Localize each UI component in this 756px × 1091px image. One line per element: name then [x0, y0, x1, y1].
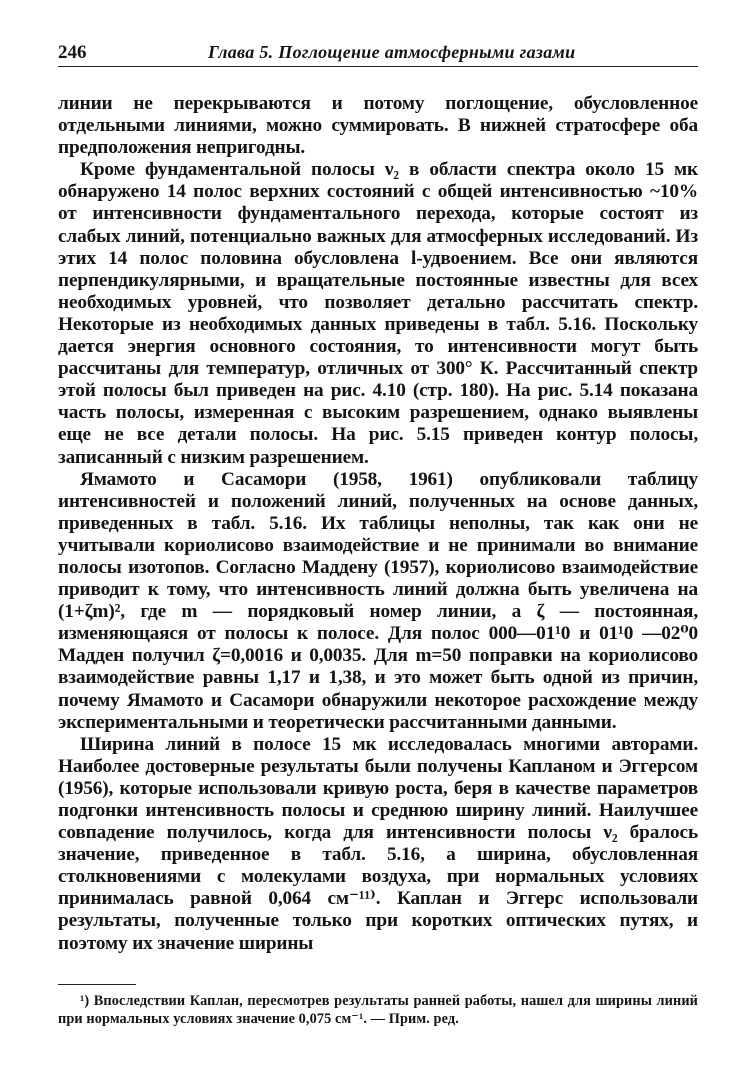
- body-text: [58, 93, 698, 955]
- running-head: Глава 5. Поглощение атмосферными газами: [208, 42, 576, 62]
- paragraph: Кроме фундаментальной полосы ν₂ в области спектра около 15 мк обнаружено 14 полос верхних состояний с общей интенсивностью ~10% от интенсивности фундаментального перехода, которые состоят из слабых линий, потенциально важных для атмосферных исследований. Из этих 14 полос половина обусловлена l-удвоением. Все они являются перпендикулярными, и вращательные постоянные известны для всех необходимых уровней, что позволяет детально рассчитать спектр. Некоторые из необходимых данных приведены в табл. 5.16. Поскольку дается энергия основного состояния, то интенсивности могут быть рассчитаны для температур, отличных от 300° К. Рассчитанный спектр этой полосы был приведен на рис. 4.10 (стр. 180). На рис. 5.14 показана часть полосы, измеренная с высоким разрешением, однако выявлены еще не все детали полосы. На рис. 5.15 приведен контур полосы, записанный с низким разрешением.: [58, 159, 698, 468]
- page-number: 246: [58, 42, 87, 63]
- paragraph: Ямамото и Сасамори (1958, 1961) опубликовали таблицу интенсивностей и положений линий, полученных на основе данных, приведенных в табл. 5.16. Их таблицы неполны, так как они не учитывали кориолисово взаимодействие и не принимали во внимание полосы изотопов. Согласно Маддену (1957), кориолисово взаимодействие приводит к тому, что интенсивность линий должна быть увеличена на (1+ζm)², где m — порядковый номер линии, а ζ — постоянная, изменяющаяся от полосы к полосе. Для полос 000—01¹0 и 01¹0 —02⁰0 Мадден получил ζ=0,0016 и 0,0035. Для m=50 поправки на кориолисово взаимодействие равны 1,17 и 1,38, и это может быть одной из причин, почему Ямамото и Сасамори обнаружили некоторое расхождение между экспериментальными и теоретически рассчитанными данными.: [58, 468, 698, 733]
- book-page: [58, 40, 698, 1027]
- page-header: [58, 40, 698, 67]
- footnote: ¹) Впоследствии Каплан, пересмотрев результаты ранней работы, нашел для ширины линий при нормальных условиях значение 0,075 см⁻¹. — Прим. ред.: [58, 993, 698, 1027]
- paragraph: Ширина линий в полосе 15 мк исследовалась многими авторами. Наиболее достоверные результаты были получены Капланом и Эггерсом (1956), которые использовали кривую роста, беря в качестве параметров подгонки интенсивность полосы и среднюю ширину линий. Наилучшее совпадение получилось, когда для интенсивности полосы ν₂ бралось значение, приведенное в табл. 5.16, а ширина, обусловленная столкновениями с молекулами воздуха, при нормальных условиях принималась равной 0,064 см⁻¹¹⁾. Каплан и Эггерс использовали результаты, полученные только при коротких оптических путях, и поэтому их значение ширины: [58, 733, 698, 954]
- footnote-rule: [58, 984, 136, 985]
- paragraph: линии не перекрываются и потому поглощение, обусловленное отдельными линиями, можно суммировать. В нижней стратосфере оба предположения непригодны.: [58, 93, 698, 159]
